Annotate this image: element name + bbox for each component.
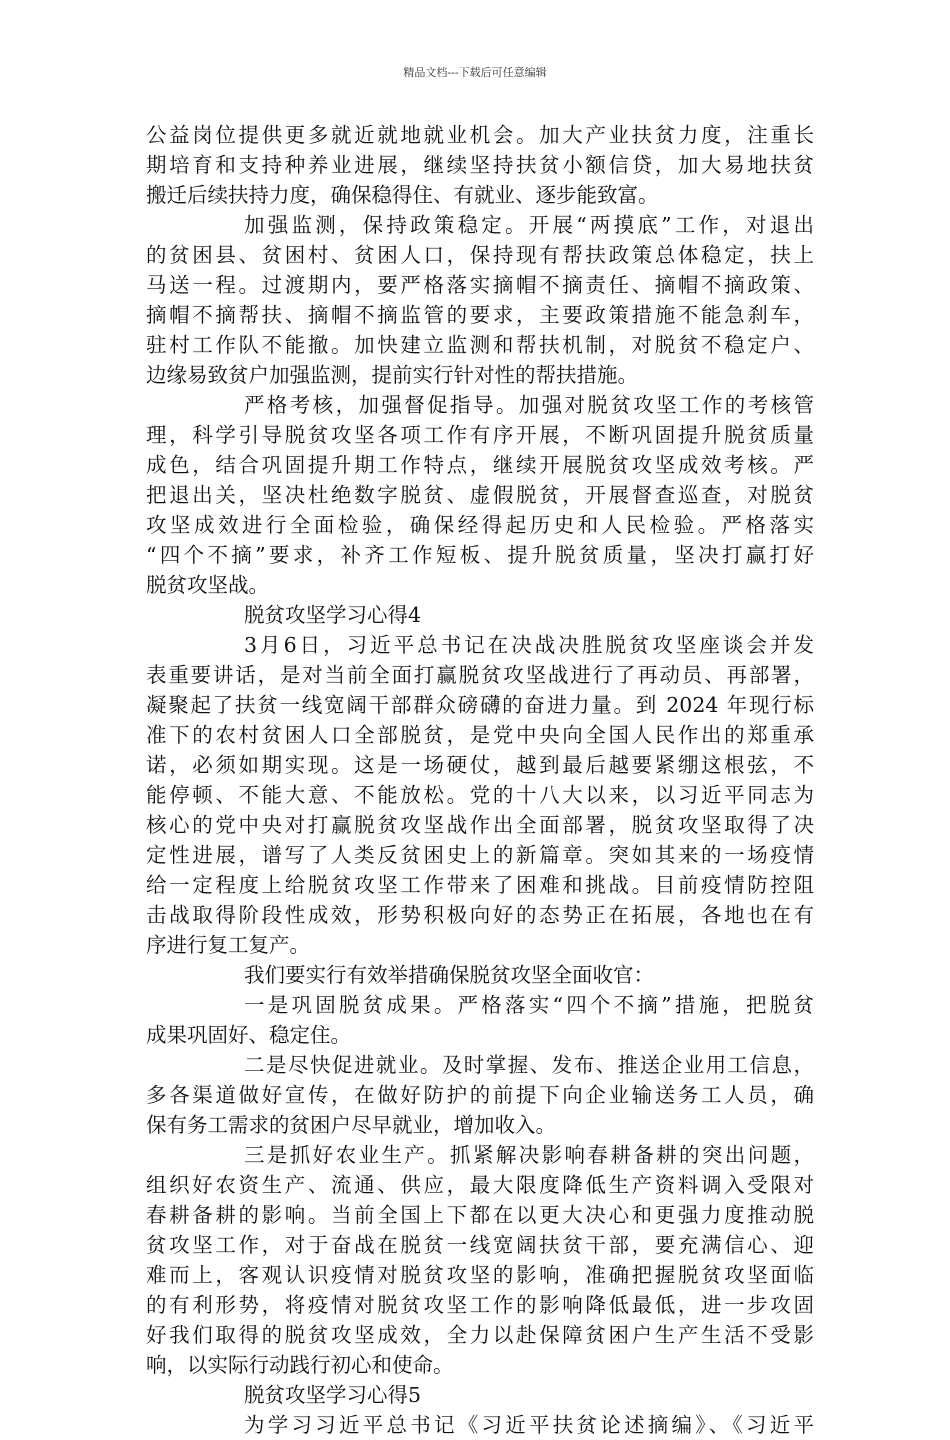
text-line: 攻坚成效进行全面检验，确保经得起历史和人民检验。严格落实: [146, 513, 814, 537]
text-line: 脱贫攻坚学习心得4: [244, 603, 422, 627]
text-line: 春耕备耕的影响。当前全国上下都在以更大决心和更强力度推动脱: [146, 1203, 814, 1227]
text-line: 三是抓好农业生产。抓紧解决影响春耕备耕的突出问题，: [244, 1143, 814, 1167]
text-line: 表重要讲话，是对当前全面打赢脱贫攻坚战进行了再动员、再部署，: [146, 663, 814, 687]
text-line: 给一定程度上给脱贫攻坚工作带来了困难和挑战。目前疫情防控阻: [146, 873, 814, 897]
document-body: [146, 120, 814, 1440]
text-line: 贫攻坚工作，对于奋战在脱贫一线宽阔扶贫干部，要充满信心、迎: [146, 1233, 814, 1257]
text-line: 凝聚起了扶贫一线宽阔干部群众磅礴的奋进力量。到 2024 年现行标: [146, 693, 814, 717]
text-line: 好我们取得的脱贫攻坚成效，全力以赴保障贫困户生产生活不受影: [146, 1323, 814, 1347]
text-line: 搬迁后续扶持力度，确保稳得住、有就业、逐步能致富。: [146, 183, 659, 207]
text-line: 马送一程。过渡期内，要严格落实摘帽不摘责任、摘帽不摘政策、: [146, 273, 814, 297]
text-line: 核心的党中央对打赢脱贫攻坚战作出全面部署，脱贫攻坚取得了决: [146, 813, 814, 837]
text-line: 为学习习近平总书记《习近平扶贫论述摘编》、《习近平: [244, 1413, 814, 1437]
text-line: 多各渠道做好宣传，在做好防护的前提下向企业输送务工人员，确: [146, 1083, 814, 1107]
text-line: 成色，结合巩固提升期工作特点，继续开展脱贫攻坚成效考核。严: [146, 453, 814, 477]
text-line: 驻村工作队不能撤。加快建立监测和帮扶机制，对脱贫不稳定户、: [146, 333, 814, 357]
text-line: 理，科学引导脱贫攻坚各项工作有序开展，不断巩固提升脱贫质量: [146, 423, 814, 447]
text-line: 一是巩固脱贫成果。严格落实“四个不摘”措施，把脱贫: [244, 993, 814, 1017]
text-line: 加强监测，保持政策稳定。开展“两摸底”工作，对退出: [244, 213, 814, 237]
text-line: 响，以实际行动践行初心和使命。: [146, 1353, 454, 1377]
text-line: 的有利形势，将疫情对脱贫攻坚工作的影响降低最低，进一步攻固: [146, 1293, 814, 1317]
text-line: 准下的农村贫困人口全部脱贫，是党中央向全国人民作出的郑重承: [146, 723, 814, 747]
text-line: 脱贫攻坚战。: [146, 573, 269, 597]
text-line: 公益岗位提供更多就近就地就业机会。加大产业扶贫力度，注重长: [146, 123, 814, 147]
text-line: 脱贫攻坚学习心得5: [244, 1383, 422, 1407]
text-line: 难而上，客观认识疫情对脱贫攻坚的影响，准确把握脱贫攻坚面临: [146, 1263, 814, 1287]
text-line: 摘帽不摘帮扶、摘帽不摘监管的要求，主要政策措施不能急刹车，: [146, 303, 814, 327]
text-line: 组织好农资生产、流通、供应，最大限度降低生产资料调入受限对: [146, 1173, 814, 1197]
text-line: 期培育和支持种养业进展，继续坚持扶贫小额信贷，加大易地扶贫: [146, 153, 814, 177]
text-line: 能停顿、不能大意、不能放松。党的十八大以来，以习近平同志为: [146, 783, 814, 807]
text-line: 保有务工需求的贫困户尽早就业，增加收入。: [146, 1113, 556, 1137]
text-line: 我们要实行有效举措确保脱贫攻坚全面收官：: [244, 963, 654, 987]
text-line: “四个不摘”要求，补齐工作短板、提升脱贫质量，坚决打赢打好: [146, 543, 814, 567]
text-line: 二是尽快促进就业。及时掌握、发布、推送企业用工信息，: [244, 1053, 814, 1077]
text-line: 严格考核，加强督促指导。加强对脱贫攻坚工作的考核管: [244, 393, 814, 417]
text-line: 3月6日，习近平总书记在决战决胜脱贫攻坚座谈会并发: [244, 633, 814, 657]
page-header: 精品文档---下载后可任意编辑: [403, 66, 547, 79]
text-line: 诺，必须如期实现。这是一场硬仗，越到最后越要紧绷这根弦，不: [146, 753, 814, 777]
text-line: 把退出关，坚决杜绝数字脱贫、虚假脱贫，开展督查巡查，对脱贫: [146, 483, 814, 507]
text-line: 定性进展，谱写了人类反贫困史上的新篇章。突如其来的一场疫情: [146, 843, 814, 867]
text-line: 成果巩固好、稳定住。: [146, 1023, 351, 1047]
text-line: 击战取得阶段性成效，形势积极向好的态势正在拓展，各地也在有: [146, 903, 814, 927]
text-line: 的贫困县、贫困村、贫困人口，保持现有帮扶政策总体稳定，扶上: [146, 243, 814, 267]
text-line: 边缘易致贫户加强监测，提前实行针对性的帮扶措施。: [146, 363, 638, 387]
text-line: 序进行复工复产。: [146, 933, 310, 957]
